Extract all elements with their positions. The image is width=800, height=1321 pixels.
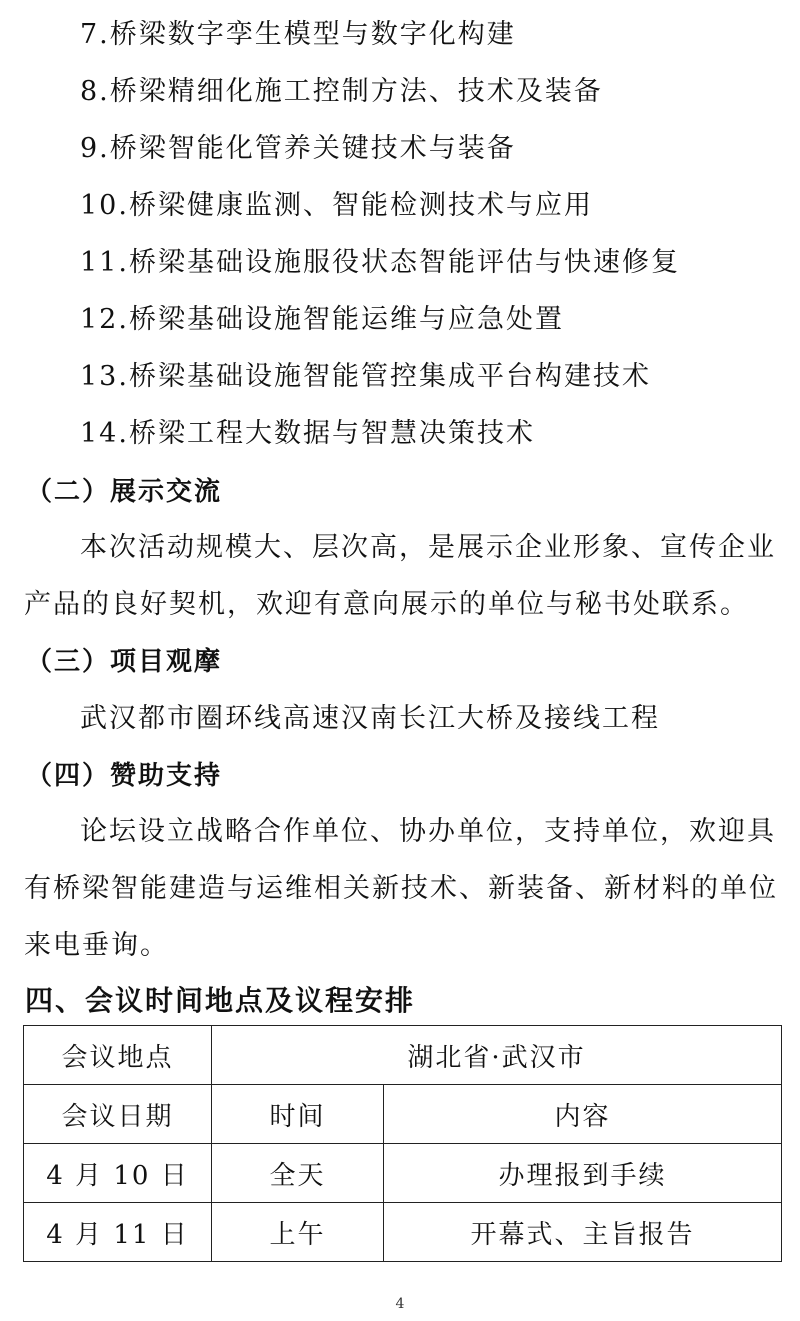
time-cell: 上午 bbox=[212, 1203, 384, 1262]
paragraph-exhibit-line-2: 产品的良好契机，欢迎有意向展示的单位与秘书处联系。 bbox=[24, 589, 749, 620]
time-cell: 全天 bbox=[212, 1144, 384, 1203]
agenda-table bbox=[23, 1025, 782, 1262]
section-heading-schedule: 四、会议时间地点及议程安排 bbox=[25, 984, 416, 1017]
topic-item-11: 11.桥梁基础设施服役状态智能评估与快速修复 bbox=[80, 247, 680, 278]
subheading-exhibit: （二）展示交流 bbox=[26, 477, 223, 507]
page-number: 4 bbox=[395, 1296, 405, 1312]
table-row-location bbox=[24, 1026, 782, 1085]
topic-item-12: 12.桥梁基础设施智能运维与应急处置 bbox=[80, 304, 564, 335]
table-row bbox=[24, 1144, 782, 1203]
date-cell: 4 月 11 日 bbox=[24, 1203, 212, 1262]
paragraph-sponsor-line-2: 有桥梁智能建造与运维相关新技术、新装备、新材料的单位 bbox=[24, 873, 778, 904]
subheading-sponsor: （四）赞助支持 bbox=[26, 761, 223, 791]
paragraph-exhibit-line-1: 本次活动规模大、层次高，是展示企业形象、宣传企业 bbox=[80, 532, 776, 563]
topic-item-10: 10.桥梁健康监测、智能检测技术与应用 bbox=[80, 190, 593, 221]
topic-item-9: 9.桥梁智能化管养关键技术与装备 bbox=[80, 133, 516, 164]
content-cell: 开幕式、主旨报告 bbox=[384, 1203, 782, 1262]
table-header-row bbox=[24, 1085, 782, 1144]
header-date-cell: 会议日期 bbox=[24, 1085, 212, 1144]
location-value-cell: 湖北省·武汉市 bbox=[212, 1026, 782, 1085]
content-cell: 办理报到手续 bbox=[384, 1144, 782, 1203]
paragraph-visit-line-1: 武汉都市圈环线高速汉南长江大桥及接线工程 bbox=[80, 703, 660, 734]
location-label-cell: 会议地点 bbox=[24, 1026, 212, 1085]
paragraph-sponsor-line-3: 来电垂询。 bbox=[24, 930, 169, 961]
topic-item-13: 13.桥梁基础设施智能管控集成平台构建技术 bbox=[80, 361, 651, 392]
header-content-cell: 内容 bbox=[384, 1085, 782, 1144]
table-row bbox=[24, 1203, 782, 1262]
topic-item-14: 14.桥梁工程大数据与智慧决策技术 bbox=[80, 418, 535, 449]
header-time-cell: 时间 bbox=[212, 1085, 384, 1144]
paragraph-sponsor-line-1: 论坛设立战略合作单位、协办单位，支持单位，欢迎具 bbox=[80, 816, 776, 847]
subheading-visit: （三）项目观摩 bbox=[26, 647, 223, 677]
topic-item-7: 7.桥梁数字孪生模型与数字化构建 bbox=[80, 19, 516, 50]
date-cell: 4 月 10 日 bbox=[24, 1144, 212, 1203]
topic-item-8: 8.桥梁精细化施工控制方法、技术及装备 bbox=[80, 76, 603, 107]
